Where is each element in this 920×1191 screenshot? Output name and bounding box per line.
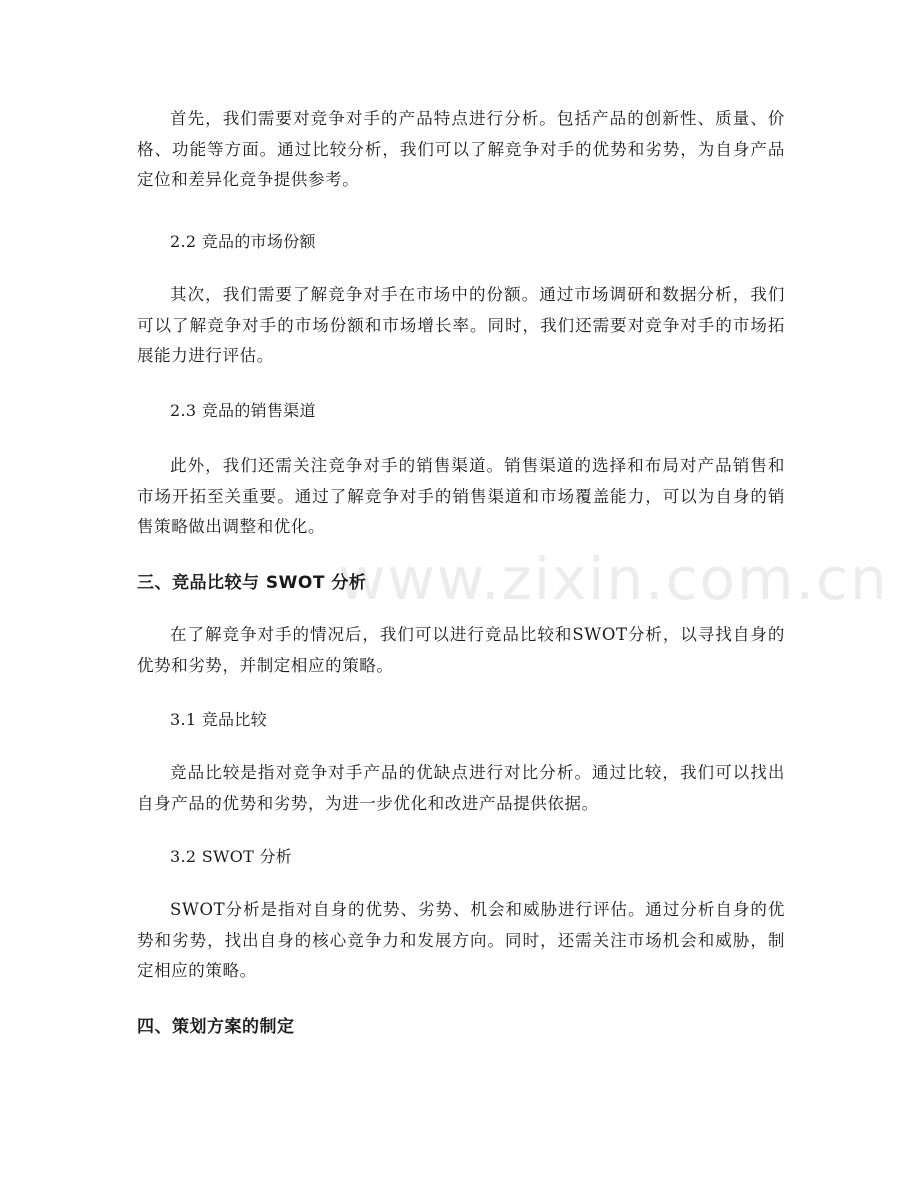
paragraph-market-share <box>137 280 785 372</box>
paragraph-text: 此外，我们还需关注竞争对手的销售渠道。销售渠道的选择和布局对产品销售和市场开拓至关重要。通过了解竞争对手的销售渠道和市场覆盖能力，可以为自身的销售策略做出调整和优化。 <box>137 456 785 536</box>
subheading-2-3: 2.3 竞品的销售渠道 <box>170 401 316 420</box>
paragraph-sales-channels <box>137 451 785 543</box>
heading-section-3: 三、竞品比较与 SWOT 分析 <box>137 573 367 593</box>
watermark: www.zixin.com.cn <box>338 545 889 613</box>
heading-section-4: 四、策划方案的制定 <box>137 1017 295 1037</box>
subheading-3-1: 3.1 竞品比较 <box>170 710 267 729</box>
paragraph-product-features <box>137 104 785 196</box>
paragraph-section-3-intro <box>137 620 785 681</box>
paragraph-text: 其次，我们需要了解竞争对手在市场中的份额。通过市场调研和数据分析，我们可以了解竞争对手的市场份额和市场增长率。同时，我们还需要对竞争对手的市场拓展能力进行评估。 <box>137 285 785 365</box>
subheading-2-2: 2.2 竞品的市场份额 <box>170 232 316 251</box>
paragraph-text: 在了解竞争对手的情况后，我们可以进行竞品比较和SWOT分析，以寻找自身的优势和劣势，并制定相应的策略。 <box>137 625 785 675</box>
subheading-3-2: 3.2 SWOT 分析 <box>170 847 293 866</box>
paragraph-product-comparison <box>137 758 785 819</box>
paragraph-text: 首先，我们需要对竞争对手的产品特点进行分析。包括产品的创新性、质量、价格、功能等方面。通过比较分析，我们可以了解竞争对手的优势和劣势，为自身产品定位和差异化竞争提供参考。 <box>137 109 785 189</box>
paragraph-text: SWOT分析是指对自身的优势、劣势、机会和威胁进行评估。通过分析自身的优势和劣势，找出自身的核心竞争力和发展方向。同时，还需关注市场机会和威胁，制定相应的策略。 <box>137 900 785 980</box>
paragraph-swot <box>137 895 785 987</box>
paragraph-text: 竞品比较是指对竞争对手产品的优缺点进行对比分析。通过比较，我们可以找出自身产品的优势和劣势，为进一步优化和改进产品提供依据。 <box>137 763 785 813</box>
